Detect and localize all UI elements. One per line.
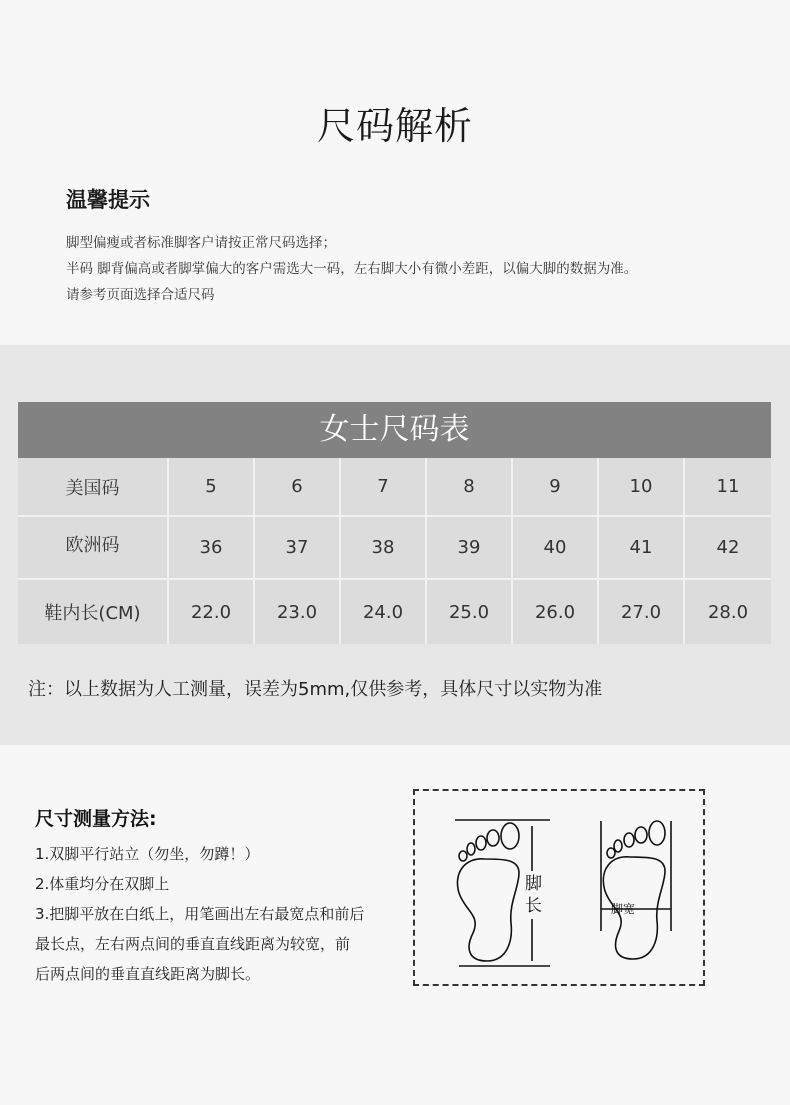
length-label-1: 脚: [525, 874, 542, 894]
row-label: 美国码: [18, 458, 169, 515]
method-heading: 尺寸测量方法:: [35, 808, 157, 830]
tip-line-2: 半码 脚背偏高或者脚掌偏大的客户需选大一码，左右脚大小有微小差距，以偏大脚的数据为准。: [66, 261, 638, 277]
tip-line-3: 请参考页面选择合适尺码: [66, 287, 215, 303]
table-row-length: [18, 580, 771, 644]
table-cell: 11: [685, 458, 771, 515]
table-cell: 40: [513, 517, 599, 578]
size-table-title: 女士尺码表: [18, 402, 771, 458]
length-label-2: 长: [525, 896, 542, 916]
table-cell: 5: [169, 458, 255, 515]
table-cell: 6: [255, 458, 341, 515]
method-line-1: 1.双脚平行站立（勿坐，勿蹲！）: [35, 845, 260, 863]
method-line-4: 最长点，左右两点间的垂直直线距离为较宽，前: [35, 935, 351, 953]
table-cell: 22.0: [169, 580, 255, 644]
table-cell: 23.0: [255, 580, 341, 644]
foot-illustration: [415, 791, 703, 984]
table-cell: 39: [427, 517, 513, 578]
table-cell: 37: [255, 517, 341, 578]
method-line-3: 3.把脚平放在白纸上，用笔画出左右最宽点和前后: [35, 905, 365, 923]
table-cell: 26.0: [513, 580, 599, 644]
table-cell: 25.0: [427, 580, 513, 644]
table-cell: 9: [513, 458, 599, 515]
table-note: 注：以上数据为人工测量，误差为5mm,仅供参考，具体尺寸以实物为准: [28, 679, 603, 700]
row-label: 欧洲码: [18, 517, 169, 578]
size-table-section: [0, 345, 790, 745]
page-title: 尺码解析: [316, 104, 473, 148]
table-cell: 36: [169, 517, 255, 578]
table-cell: 8: [427, 458, 513, 515]
measure-section: [0, 745, 790, 1105]
table-cell: 38: [341, 517, 427, 578]
table-row-us: [18, 458, 771, 517]
table-cell: 28.0: [685, 580, 771, 644]
foot-measure-diagram: [413, 789, 705, 986]
table-cell: 41: [599, 517, 685, 578]
table-cell: 27.0: [599, 580, 685, 644]
table-row-eu: [18, 517, 771, 580]
table-cell: 42: [685, 517, 771, 578]
left-foot-outline: [457, 859, 519, 961]
toe-icon: [501, 823, 519, 849]
header-section: [0, 0, 790, 345]
table-cell: 24.0: [341, 580, 427, 644]
table-cell: 7: [341, 458, 427, 515]
row-label: 鞋内长(CM): [18, 580, 169, 644]
tip-heading: 温馨提示: [66, 188, 150, 212]
method-line-2: 2.体重均分在双脚上: [35, 875, 170, 893]
table-cell: 10: [599, 458, 685, 515]
tip-line-1: 脚型偏瘦或者标准脚客户请按正常尺码选择；: [66, 235, 336, 251]
width-label: 脚宽: [611, 902, 636, 916]
method-line-5: 后两点间的垂直直线距离为脚长。: [35, 965, 261, 983]
